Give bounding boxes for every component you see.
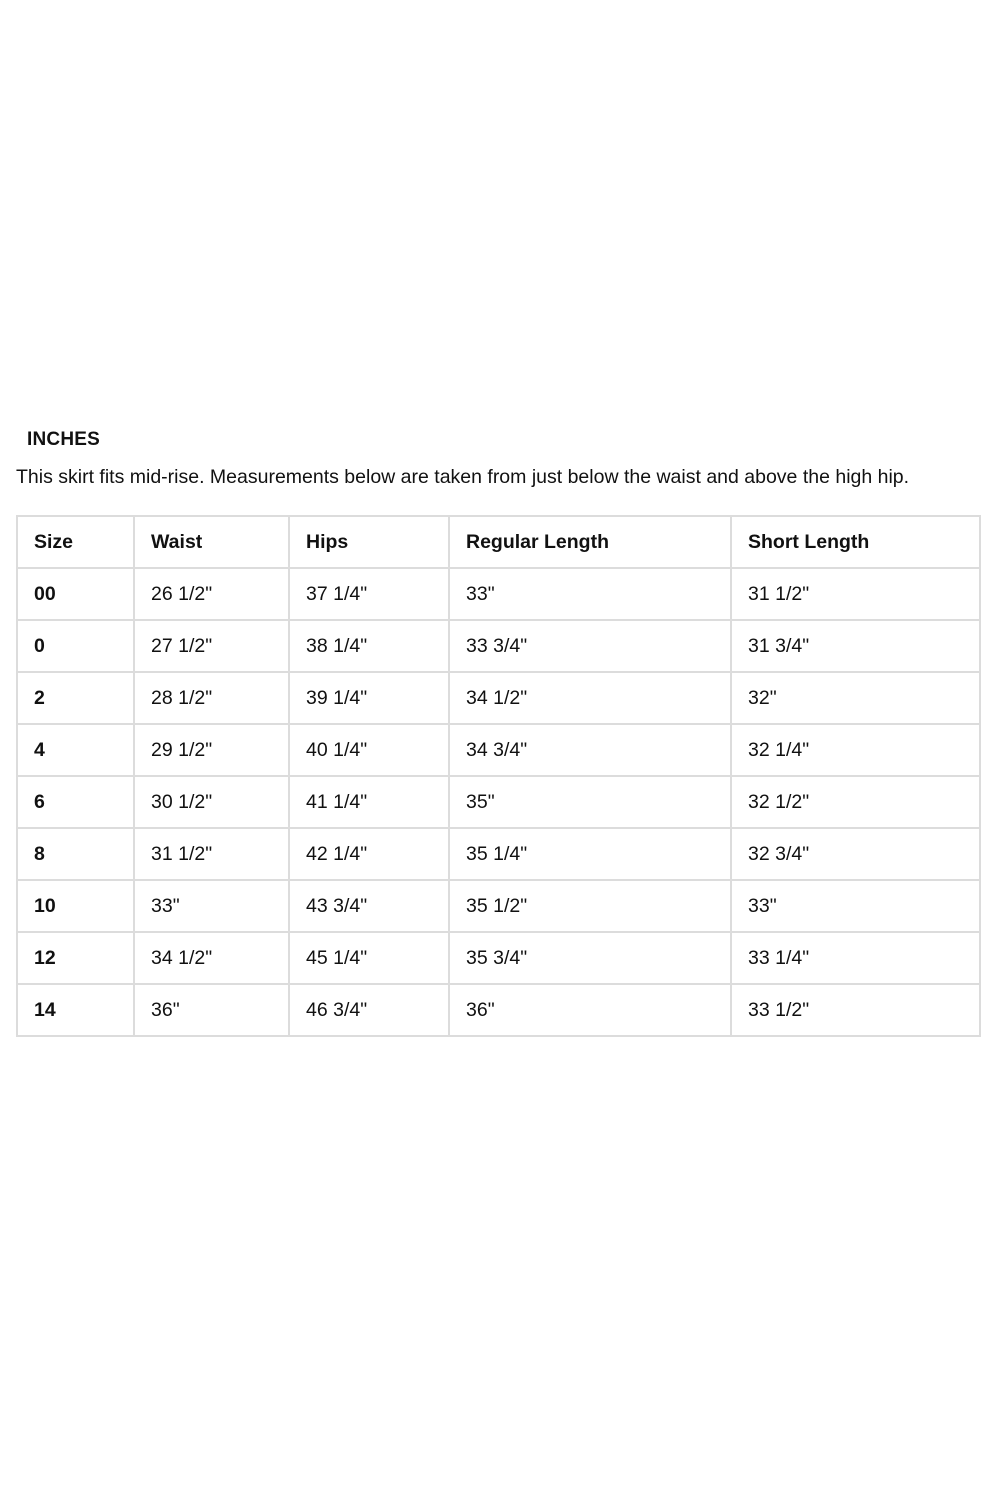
hips-cell: 46 3/4" — [289, 984, 449, 1036]
column-header-waist: Waist — [134, 516, 289, 568]
table-row — [17, 724, 980, 776]
waist-cell: 33" — [134, 880, 289, 932]
size-cell: 6 — [17, 776, 134, 828]
table-row — [17, 568, 980, 620]
regular-length-cell: 35" — [449, 776, 731, 828]
hips-cell: 40 1/4" — [289, 724, 449, 776]
column-header-short-length: Short Length — [731, 516, 980, 568]
short-length-cell: 33 1/4" — [731, 932, 980, 984]
size-cell: 14 — [17, 984, 134, 1036]
table-row — [17, 932, 980, 984]
regular-length-cell: 33" — [449, 568, 731, 620]
waist-cell: 29 1/2" — [134, 724, 289, 776]
table-row — [17, 672, 980, 724]
fit-note: This skirt fits mid-rise. Measurements below are taken from just below the waist and above the high hip. — [16, 466, 910, 488]
table-row — [17, 620, 980, 672]
hips-cell: 38 1/4" — [289, 620, 449, 672]
size-cell: 8 — [17, 828, 134, 880]
regular-length-cell: 35 3/4" — [449, 932, 731, 984]
table-header-row — [17, 516, 980, 568]
regular-length-cell: 34 1/2" — [449, 672, 731, 724]
regular-length-cell: 34 3/4" — [449, 724, 731, 776]
column-header-hips: Hips — [289, 516, 449, 568]
waist-cell: 34 1/2" — [134, 932, 289, 984]
size-cell: 2 — [17, 672, 134, 724]
short-length-cell: 31 3/4" — [731, 620, 980, 672]
size-cell: 12 — [17, 932, 134, 984]
size-cell: 0 — [17, 620, 134, 672]
hips-cell: 45 1/4" — [289, 932, 449, 984]
short-length-cell: 32 3/4" — [731, 828, 980, 880]
table-row — [17, 880, 980, 932]
column-header-regular-length: Regular Length — [449, 516, 731, 568]
regular-length-cell: 33 3/4" — [449, 620, 731, 672]
size-chart-table — [16, 515, 981, 1037]
hips-cell: 43 3/4" — [289, 880, 449, 932]
table-row — [17, 828, 980, 880]
short-length-cell: 32" — [731, 672, 980, 724]
hips-cell: 41 1/4" — [289, 776, 449, 828]
unit-heading: INCHES — [27, 429, 100, 450]
hips-cell: 37 1/4" — [289, 568, 449, 620]
waist-cell: 26 1/2" — [134, 568, 289, 620]
hips-cell: 42 1/4" — [289, 828, 449, 880]
waist-cell: 28 1/2" — [134, 672, 289, 724]
size-cell: 00 — [17, 568, 134, 620]
size-cell: 4 — [17, 724, 134, 776]
waist-cell: 27 1/2" — [134, 620, 289, 672]
regular-length-cell: 35 1/4" — [449, 828, 731, 880]
short-length-cell: 33 1/2" — [731, 984, 980, 1036]
waist-cell: 31 1/2" — [134, 828, 289, 880]
short-length-cell: 32 1/4" — [731, 724, 980, 776]
short-length-cell: 31 1/2" — [731, 568, 980, 620]
table-row — [17, 984, 980, 1036]
waist-cell: 36" — [134, 984, 289, 1036]
waist-cell: 30 1/2" — [134, 776, 289, 828]
column-header-size: Size — [17, 516, 134, 568]
regular-length-cell: 36" — [449, 984, 731, 1036]
short-length-cell: 32 1/2" — [731, 776, 980, 828]
regular-length-cell: 35 1/2" — [449, 880, 731, 932]
size-cell: 10 — [17, 880, 134, 932]
short-length-cell: 33" — [731, 880, 980, 932]
table-row — [17, 776, 980, 828]
hips-cell: 39 1/4" — [289, 672, 449, 724]
